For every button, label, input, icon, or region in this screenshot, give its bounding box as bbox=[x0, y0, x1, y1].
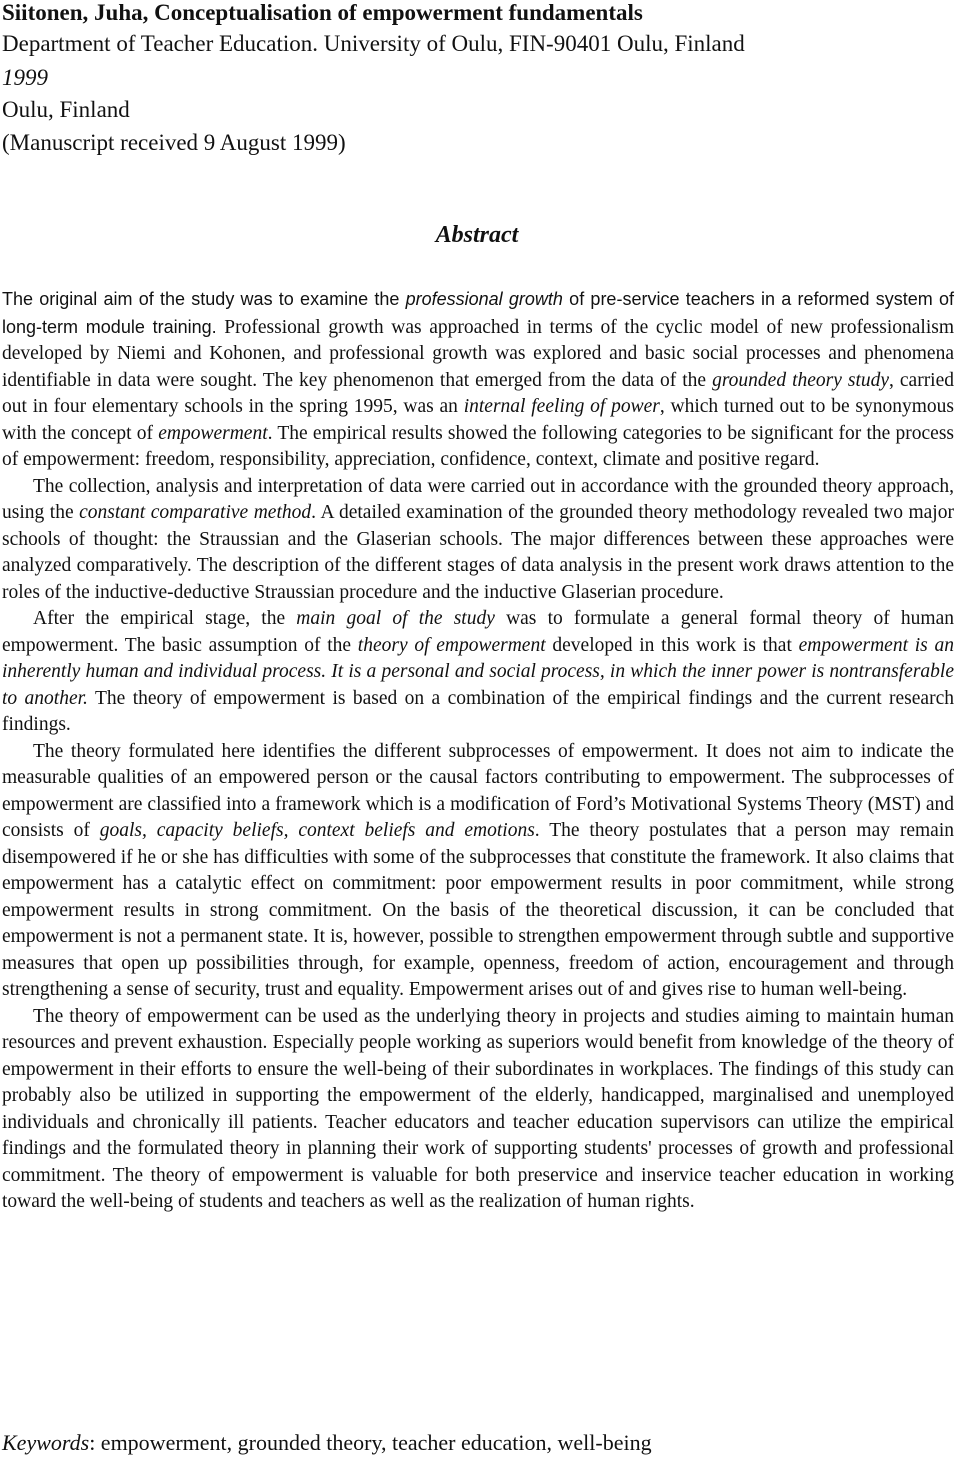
text-run: developed in this work is that bbox=[545, 634, 799, 656]
emphasis: grounded theory study bbox=[712, 369, 890, 391]
keywords-line bbox=[2, 1428, 652, 1458]
emphasis: internal feeling of power bbox=[463, 396, 660, 417]
text-run: . A detailed examination of the grounded theory methodology revealed two major schools of thought: the Straussian and the Glaserian schools. The major differences between these approaches were analyzed comparatively. The description of the different stages of data analysis in the present work draws attention to the roles of the inductive-deductive Straussian procedure and the inductive Glaserian procedure. bbox=[2, 502, 954, 603]
abstract-paragraph-3 bbox=[2, 606, 954, 739]
text-run: . The theory postulates that a person may remain disempowered if he or she has difficulties with some of the subprocesses that constitute the framework. It also claims that empowerment has a catalytic effect on commitment: poor empowerment results in poor commitment, while strong empowerment results in strong commitment. On the basis of the theoretical discussion, it can be concluded that empowerment is not a permanent state. It is, however, possible to strengthen empowerment through subtle and supportive measures that open up possibilities through, for example, openness, freedom of action, encouragement and through strengthening a sense of security, trust and equality. Empowerment arises out of and gives rise to human well-being. bbox=[2, 820, 954, 1000]
emphasis: theory of empowerment bbox=[357, 634, 546, 656]
text-run: The theory formulated here identifies the different subprocesses of empowerment. It does not aim to indicate the measurable qualities of an empowered person or the causal factors contributing to empowerment. The subprocesses of empowerment are classified into a framework which is a modification of Ford’s Motivational Systems Theory (MST) and consists of bbox=[2, 740, 954, 841]
text-run: was to formulate a general formal theory of human empowerment. The basic assumption of the bbox=[2, 608, 954, 656]
text-run: The collection, analysis and interpretation of data were carried out in accordance with the grounded theory approach, using the bbox=[2, 475, 954, 523]
emphasis: professional growth bbox=[405, 289, 563, 309]
emphasis: constant comparative method bbox=[79, 502, 312, 523]
abstract-paragraph-1 bbox=[2, 286, 954, 474]
department-affiliation: Department of Teacher Education. University of Oulu, FIN-90401 Oulu, Finland bbox=[2, 31, 745, 56]
text-run: The original aim of the study was to examine the bbox=[2, 289, 406, 309]
text-run: , which turned out to be synonymous with the concept of bbox=[2, 396, 954, 444]
text-run: After the empirical stage, the bbox=[33, 608, 297, 629]
text-run: Professional growth was approached in terms of the cyclic model of new professionalism developed by Niemi and Kohonen, and professional growth was explored and basic social processes and phenomena identifiable in data were sought. The key phenomenon that emerged from the data of the bbox=[2, 316, 954, 391]
emphasis: goals, capacity beliefs, context beliefs and emotions bbox=[99, 820, 535, 841]
publication-place: Oulu, Finland bbox=[2, 97, 130, 122]
emphasis: main goal of the study bbox=[296, 608, 495, 629]
citation-title: Siitonen, Juha, Conceptualisation of empowerment fundamentals bbox=[2, 0, 643, 25]
text-run: , carried out in four elementary schools in the spring 1995, was an bbox=[2, 369, 955, 417]
publication-year: 1999 bbox=[2, 65, 48, 90]
text-run: The theory of empowerment can be used as the underlying theory in projects and studies aiming to maintain human resources and prevent exhaustion. Especially people working as superiors would benefit from knowledge of the theory of empowerment in their efforts to ensure the well-being of their subordinates in workplaces. The findings of this study can probably also be utilized in supporting the empowerment of the elderly, handicapped, marginalised and unemployed individuals and chronically ill patients. Teacher educators and teacher education supervisors can utilize the empirical findings and the formulated theory in planning their work of supporting students' processes of growth and professional commitment. The theory of empowerment is valuable for both preservice and inservice teacher education in working toward the well-being of students and teachers as well as the realization of human rights. bbox=[2, 1005, 954, 1212]
emphasis: empowerment bbox=[158, 422, 268, 444]
emphasis: empowerment is an inherently human and individual process. It is a personal and social process, in which the inner power is nontransferable to another. bbox=[2, 634, 954, 709]
text-run: . The empirical results showed the following categories to be significant for the process of empowerment: freedom, responsibility, appreciation, confidence, context, climate and positive regard. bbox=[2, 422, 954, 470]
abstract-heading: Abstract bbox=[435, 222, 519, 248]
abstract-paragraph-4 bbox=[2, 739, 954, 1004]
abstract-paragraph-5 bbox=[2, 1004, 954, 1216]
manuscript-received: (Manuscript received 9 August 1999) bbox=[2, 130, 346, 155]
abstract-body bbox=[2, 286, 954, 1216]
keywords-label: Keywords bbox=[2, 1430, 90, 1455]
abstract-paragraph-2 bbox=[2, 474, 954, 607]
text-run: of pre-service teachers in a reformed system of long-term module training. bbox=[2, 289, 954, 337]
keywords-list: : empowerment, grounded theory, teacher education, well-being bbox=[89, 1430, 652, 1455]
text-run: The theory of empowerment is based on a combination of the empirical findings and the current research findings. bbox=[2, 687, 954, 735]
